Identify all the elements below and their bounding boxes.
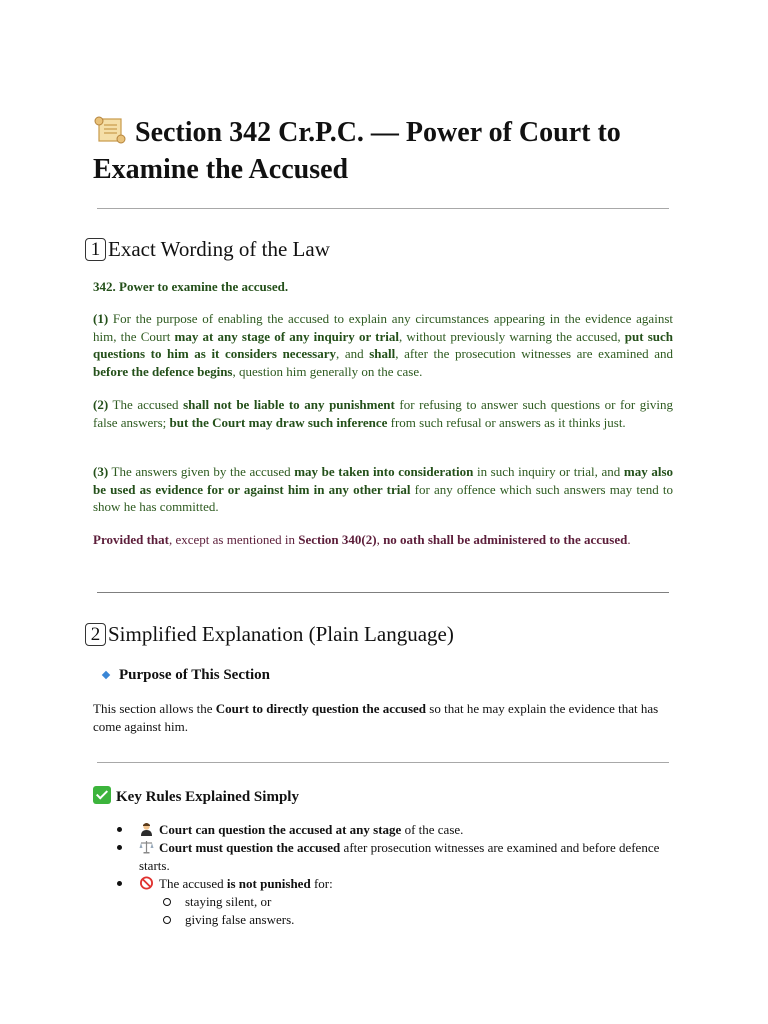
law-subsection-2	[93, 396, 673, 431]
proviso-text: .	[627, 532, 631, 547]
proviso-emphasis: no oath shall be administered to the accused	[383, 532, 628, 547]
rule-emphasis: Court must question the accused	[159, 840, 341, 855]
page-title	[93, 114, 693, 188]
paragraph-text: so that he may explain the evidence that has come against him.	[93, 701, 659, 734]
law-emphasis: may at any stage of any inquiry or trial	[174, 328, 399, 344]
prohibited-icon	[139, 876, 154, 890]
rule-text: after prosecution witnesses are examined and before defence starts.	[139, 840, 660, 873]
section-heading-2	[85, 620, 454, 648]
law-text: , after the prosecution witnesses are examined and	[395, 346, 673, 362]
law-emphasis: shall	[369, 346, 396, 362]
law-emphasis: may also be used as evidence for or against him in any other trial	[93, 464, 674, 497]
proviso-text: ,	[376, 532, 384, 547]
rule-emphasis: Court can question the accused at any stage	[159, 822, 402, 837]
check-mark-icon	[93, 786, 111, 804]
law-title-text: 342. Power to examine the accused.	[93, 279, 289, 294]
rule-text: The accused	[159, 876, 227, 891]
law-emphasis: before the defence begins	[93, 363, 233, 379]
section-heading-1	[85, 235, 330, 263]
rules-heading	[93, 786, 299, 807]
subsection-label: (2)	[93, 397, 109, 412]
rule-text: for:	[310, 876, 333, 891]
divider	[97, 592, 669, 593]
proviso-emphasis: Provided that	[93, 532, 169, 547]
purpose-paragraph	[93, 700, 678, 736]
purpose-heading	[99, 665, 270, 685]
section-heading-text: Exact Wording of the Law	[108, 237, 330, 261]
law-emphasis: shall not be liable to any punishment	[183, 397, 395, 412]
law-text: , and	[336, 346, 370, 362]
section-heading-text: Simplified Explanation (Plain Language)	[108, 622, 454, 646]
law-text: , without previously warning the accused,	[399, 328, 625, 344]
rule-text: of the case.	[401, 822, 464, 837]
proviso-text: , except as mentioned in	[168, 532, 299, 547]
divider	[97, 762, 669, 763]
proviso-emphasis: Section 340(2)	[298, 532, 377, 547]
blue-diamond-icon	[102, 670, 110, 678]
paragraph-emphasis: Court to directly question the accused	[215, 701, 427, 716]
subsection-label: (3)	[93, 464, 109, 479]
rules-list	[117, 821, 677, 929]
law-title	[93, 278, 673, 296]
list-item	[117, 875, 677, 929]
law-emphasis: may be taken into consideration	[294, 464, 474, 479]
rules-heading-text: Key Rules Explained Simply	[116, 789, 299, 805]
sub-list-item: giving false answers.	[139, 911, 677, 929]
scroll-icon	[93, 115, 127, 145]
paragraph-text: This section allows the	[93, 701, 216, 716]
law-subsection-3	[93, 463, 673, 516]
number-2-icon: 2	[85, 623, 106, 646]
divider	[97, 208, 669, 209]
number-1-icon: 1	[85, 238, 106, 261]
law-text: for refusing to answer such questions or for giving false answers;	[93, 397, 673, 430]
law-emphasis: but the Court may draw such inference	[169, 414, 388, 430]
judge-icon	[139, 822, 154, 836]
law-text: in such inquiry or trial, and	[473, 464, 624, 479]
law-text: The accused	[108, 397, 184, 412]
subsection-label: (1)	[93, 311, 109, 326]
scales-icon	[139, 840, 154, 854]
law-text: The answers given by the accused	[108, 464, 295, 479]
law-text: for any offence which such answers may tend to show he has committed.	[93, 481, 674, 515]
list-item	[117, 821, 677, 839]
law-text: , question him generally on the case.	[232, 363, 423, 379]
law-text: from such refusal or answers as it thinks just.	[387, 414, 626, 430]
sub-list-item: staying silent, or	[139, 893, 677, 911]
law-proviso	[93, 531, 673, 549]
rule-emphasis: is not punished	[226, 876, 311, 891]
list-item	[117, 839, 677, 875]
title-text: Section 342 Cr.P.C. — Power of Court to Examine the Accused	[93, 117, 621, 185]
sub-list	[139, 893, 677, 929]
law-emphasis: put such questions to him as it considers necessary	[93, 328, 673, 362]
purpose-heading-text: Purpose of This Section	[119, 667, 270, 683]
law-subsection-1	[93, 310, 673, 380]
law-text: For the purpose of enabling the accused to explain any circumstances appearing in the evidence against him, the Court	[93, 311, 673, 344]
